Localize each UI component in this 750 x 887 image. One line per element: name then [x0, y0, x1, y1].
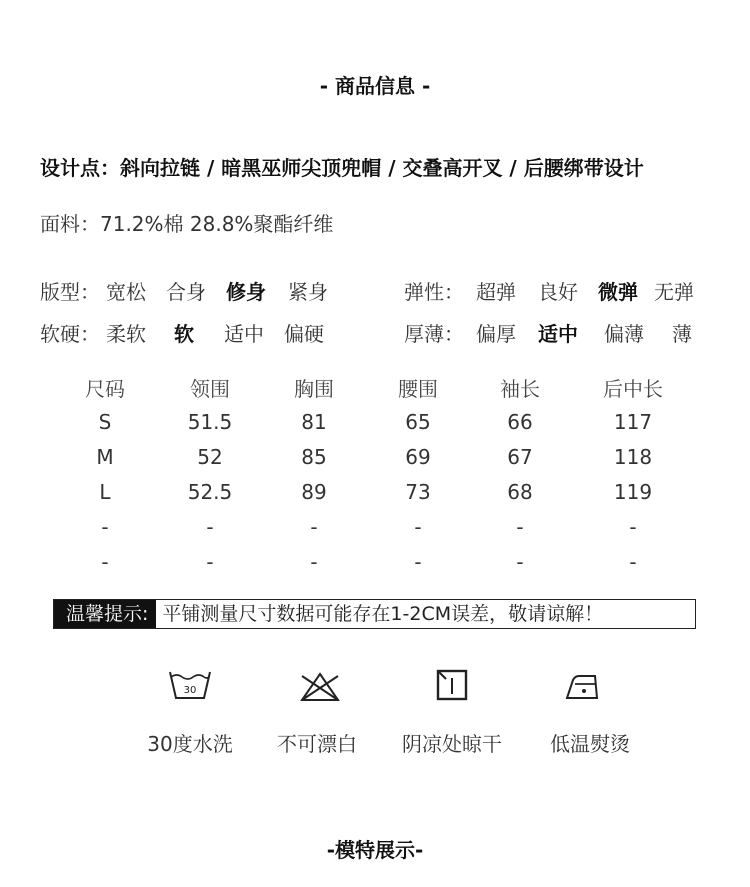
table-cell: 68 — [507, 479, 533, 504]
thickness-option-selected: 适中 — [538, 322, 578, 346]
care-label: 不可漂白 — [277, 732, 357, 756]
table-cell: - — [206, 549, 214, 574]
table-cell: 67 — [507, 444, 533, 469]
softness-option: 偏硬 — [284, 322, 324, 346]
thickness-option: 薄 — [672, 322, 692, 346]
table-cell: - — [101, 549, 109, 574]
fit-label: 版型： — [40, 280, 100, 304]
table-cell: 117 — [613, 409, 653, 434]
size-table — [50, 370, 694, 579]
elasticity-option: 良好 — [538, 280, 578, 304]
table-row — [50, 439, 694, 474]
table-cell: 66 — [507, 409, 533, 434]
softness-row — [40, 318, 370, 346]
header-sleeve: 袖长 — [500, 376, 540, 401]
thickness-row — [404, 318, 734, 346]
table-cell: - — [310, 514, 318, 539]
header-chest: 胸围 — [294, 376, 334, 401]
table-cell: - — [516, 514, 524, 539]
softness-option: 柔软 — [106, 322, 146, 346]
table-cell: 52.5 — [187, 479, 233, 504]
table-cell: - — [206, 514, 214, 539]
header-neck: 领围 — [190, 376, 230, 401]
table-cell: 65 — [405, 409, 431, 434]
fabric-composition: 面料：71.2%棉 28.8%聚酯纤维 — [40, 212, 334, 236]
softness-option: 适中 — [224, 322, 264, 346]
softness-label: 软硬： — [40, 322, 100, 346]
table-cell: - — [516, 549, 524, 574]
table-row — [50, 509, 694, 544]
wash-temp-badge: 30 — [183, 685, 197, 696]
elasticity-label: 弹性： — [404, 280, 464, 304]
product-info-title: - 商品信息 - — [319, 74, 431, 98]
no-bleach-icon — [298, 670, 342, 708]
table-cell: - — [414, 549, 422, 574]
elasticity-row — [404, 276, 734, 304]
table-cell: 85 — [301, 444, 327, 469]
care-label: 阴凉处晾干 — [402, 732, 502, 756]
thickness-option: 偏薄 — [604, 322, 644, 346]
thickness-option: 偏厚 — [476, 322, 516, 346]
header-back-length: 后中长 — [603, 376, 663, 401]
table-row — [50, 474, 694, 509]
size-table-header — [50, 370, 694, 404]
table-row — [50, 404, 694, 439]
table-cell: 52 — [197, 444, 223, 469]
table-cell: 89 — [301, 479, 327, 504]
table-cell: - — [310, 549, 318, 574]
table-cell: - — [414, 514, 422, 539]
shade-dry-icon — [430, 668, 474, 706]
table-cell: L — [99, 479, 111, 504]
elasticity-option-selected: 微弹 — [598, 280, 638, 304]
table-cell: - — [629, 549, 637, 574]
measurement-tip — [53, 599, 696, 629]
fit-option: 紧身 — [288, 280, 328, 304]
header-size: 尺码 — [85, 376, 125, 401]
fit-option: 宽松 — [106, 280, 146, 304]
design-points: 设计点：斜向拉链 / 暗黑巫师尖顶兜帽 / 交叠高开叉 / 后腰绑带设计 — [40, 156, 644, 180]
fit-option-selected: 修身 — [226, 280, 266, 304]
softness-option-selected: 软 — [174, 322, 194, 346]
table-cell: M — [96, 444, 114, 469]
low-iron-icon — [563, 670, 607, 708]
care-label: 30度水洗 — [147, 732, 233, 756]
table-cell: 73 — [405, 479, 431, 504]
table-cell: 51.5 — [187, 409, 233, 434]
fit-row — [40, 276, 370, 304]
table-cell: S — [98, 409, 112, 434]
table-cell: 119 — [613, 479, 653, 504]
table-cell: 69 — [405, 444, 431, 469]
table-cell: - — [629, 514, 637, 539]
elasticity-option: 无弹 — [654, 280, 694, 304]
wash-30-icon — [168, 668, 212, 706]
fit-option: 合身 — [166, 280, 206, 304]
thickness-label: 厚薄： — [404, 322, 464, 346]
tip-label: 温馨提示: — [54, 600, 156, 628]
header-waist: 腰围 — [398, 376, 438, 401]
table-row — [50, 544, 694, 579]
table-cell: - — [101, 514, 109, 539]
table-cell: 118 — [613, 444, 653, 469]
table-cell: 81 — [301, 409, 327, 434]
tip-text: 平铺测量尺寸数据可能存在1-2CM误差，敬请谅解！ — [162, 603, 604, 625]
elasticity-option: 超弹 — [476, 280, 516, 304]
care-label: 低温熨烫 — [550, 732, 630, 756]
model-show-title: -模特展示- — [326, 838, 424, 862]
